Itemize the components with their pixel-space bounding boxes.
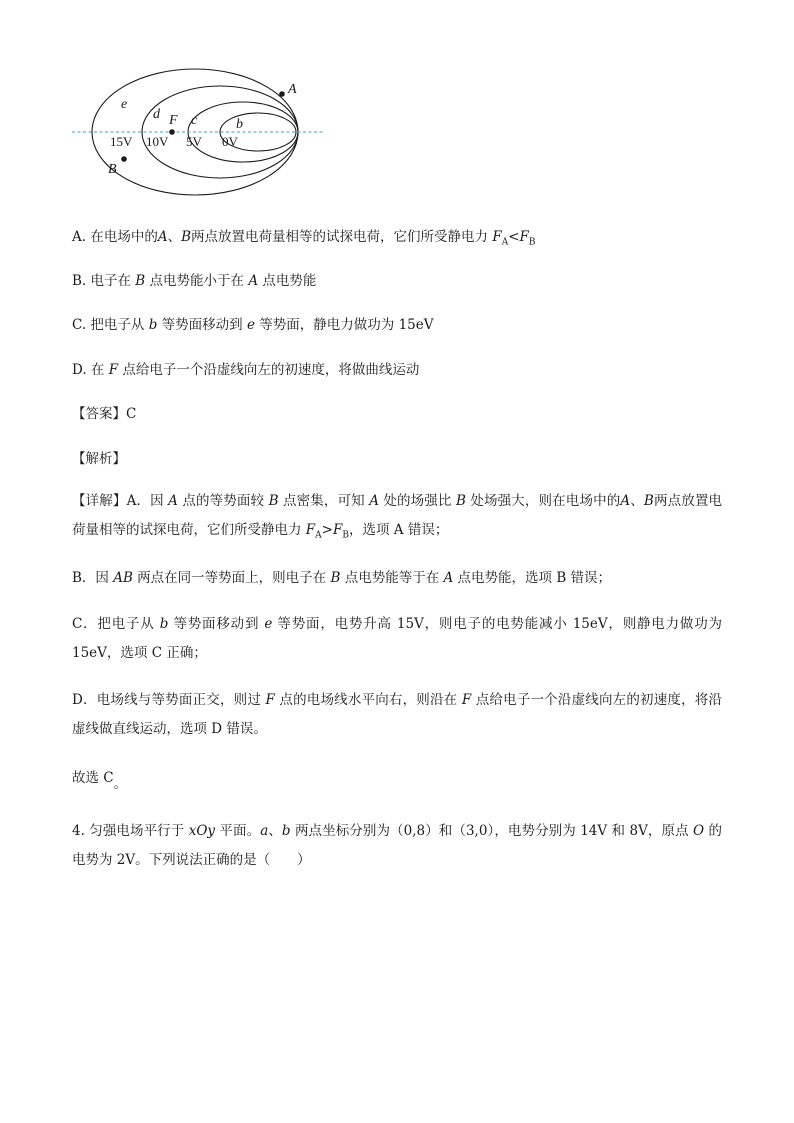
conclusion: 故选 C。 — [72, 770, 128, 792]
label-F: F — [169, 113, 178, 128]
equipotential-figure — [60, 62, 340, 202]
label-5V: 5V — [186, 134, 202, 149]
label-A: A — [288, 82, 297, 97]
point-A-dot — [279, 91, 285, 97]
answer-label: 【答案】 — [72, 406, 126, 422]
question-4: 4. 匀强电场平行于 xOy 平面。a、b 两点坐标分别为（0,8）和（3,0），电势分别为 14V 和 8V，原点 O 的电势为 2V。下列说法正确的是（ ） — [72, 823, 723, 868]
label-b: b — [236, 117, 243, 132]
answer-value: C — [126, 406, 137, 422]
analysis-heading: 【解析】 — [72, 451, 126, 467]
detail-a: 【详解】A．因 A 点的等势面较 B 点密集，可知 A 处的场强比 B 处场强大，则在电场中的A、B两点放置电荷量相等的试探电荷，它们所受静电力 $F_A>F_B$，选项 A 错误； — [72, 493, 722, 541]
label-10V: 10V — [146, 134, 169, 149]
point-B-dot — [121, 156, 127, 162]
label-0V: 0V — [222, 134, 238, 149]
point-F-dot — [169, 129, 175, 135]
label-e: e — [121, 97, 128, 112]
option-a: A. 在电场中的A、B两点放置电荷量相等的试探电荷，它们所受静电力 $F_A<F_B$ — [72, 229, 536, 248]
detail-d: D．电场线与等势面正交，则过 F 点的电场线水平向右，则沿在 F 点给电子一个沿虚线向左的初速度，将沿虚线做直线运动，选项 D 错误。 — [72, 692, 722, 737]
answer-line — [72, 404, 136, 424]
detail-c: C．把电子从 b 等势面移动到 e 等势面，电势升高 15V，则电子的电势能减小 15eV，则静电力做功为 15eV，选项 C 正确； — [72, 616, 722, 661]
option-b: B. 电子在 B 点电势能小于在 A 点电势能 — [72, 273, 317, 289]
option-d: D. 在 F 点给电子一个沿虚线向左的初速度，将做曲线运动 — [72, 362, 420, 378]
label-15V: 15V — [110, 134, 133, 149]
detail-b: B．因 AB 两点在同一等势面上，则电子在 B 点电势能等于在 A 点电势能，选项 B 错误； — [72, 570, 612, 586]
label-c: c — [191, 113, 198, 128]
label-d: d — [153, 107, 160, 122]
option-c: C. 把电子从 b 等势面移动到 e 等势面，静电力做功为 15eV — [72, 317, 434, 333]
label-B: B — [108, 162, 117, 177]
